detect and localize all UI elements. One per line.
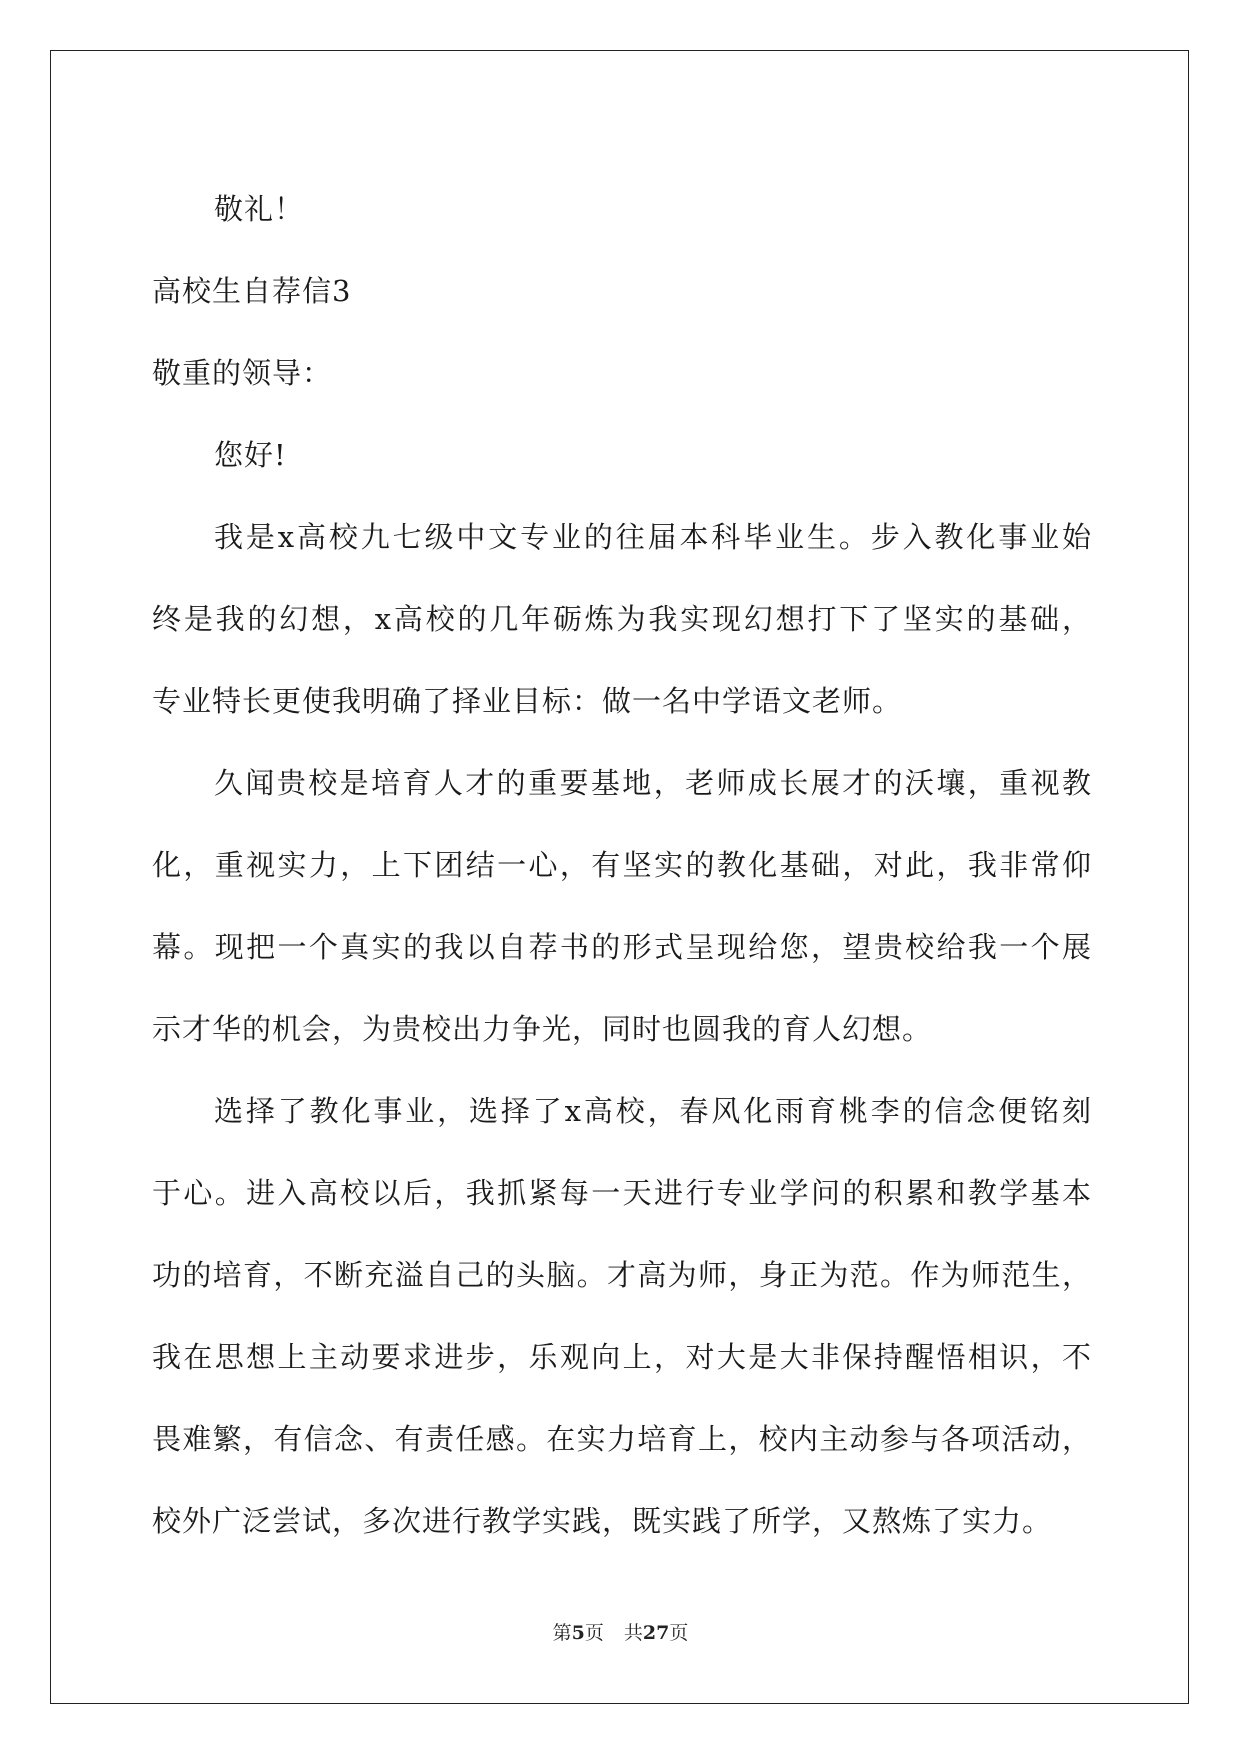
text-line: 高校生自荐信3: [152, 274, 352, 308]
text-line: 专业特长更使我明确了择业目标：做一名中学语文老师。: [152, 684, 903, 718]
text-line: 我是x高校九七级中文专业的往届本科毕业生。步入教化事业始: [214, 520, 1092, 554]
text-line: 幕。现把一个真实的我以自荐书的形式呈现给您，望贵校给我一个展: [152, 930, 1092, 964]
total-prefix: 共: [623, 1622, 643, 1644]
total-pages: 27: [642, 1622, 670, 1644]
text-line: 选择了教化事业，选择了x高校，春风化雨育桃李的信念便铭刻: [214, 1094, 1092, 1128]
text-line: 您好!: [214, 438, 287, 472]
page-prefix: 第: [552, 1622, 572, 1644]
page-footer: [0, 1618, 1241, 1645]
text-line: 畏难繁，有信念、有责任感。在实力培育上，校内主动参与各项活动，: [152, 1422, 1092, 1456]
text-line: 敬重的领导：: [152, 356, 333, 390]
text-line: 校外广泛尝试，多次进行教学实践，既实践了所学，又熬炼了实力。: [152, 1504, 1053, 1538]
page-suffix: 页: [584, 1622, 604, 1644]
text-line: 久闻贵校是培育人才的重要基地，老师成长展才的沃壤，重视教: [214, 766, 1092, 800]
page-number: 5: [571, 1622, 585, 1644]
text-line: 于心。进入高校以后，我抓紧每一天进行专业学问的积累和教学基本: [152, 1176, 1092, 1210]
text-line: 我在思想上主动要求进步，乐观向上，对大是大非保持醒悟相识，不: [152, 1340, 1092, 1374]
text-line: 终是我的幻想，x高校的几年砺炼为我实现幻想打下了坚实的基础，: [152, 602, 1092, 636]
text-line: 敬礼！: [214, 192, 305, 226]
text-line: 化，重视实力，上下团结一心，有坚实的教化基础，对此，我非常仰: [152, 848, 1092, 882]
total-suffix: 页: [669, 1622, 689, 1644]
text-line: 示才华的机会，为贵校出力争光，同时也圆我的育人幻想。: [152, 1012, 933, 1046]
text-line: 功的培育，不断充溢自己的头脑。才高为师，身正为范。作为师范生，: [152, 1258, 1092, 1292]
document-body: [152, 168, 1092, 1562]
